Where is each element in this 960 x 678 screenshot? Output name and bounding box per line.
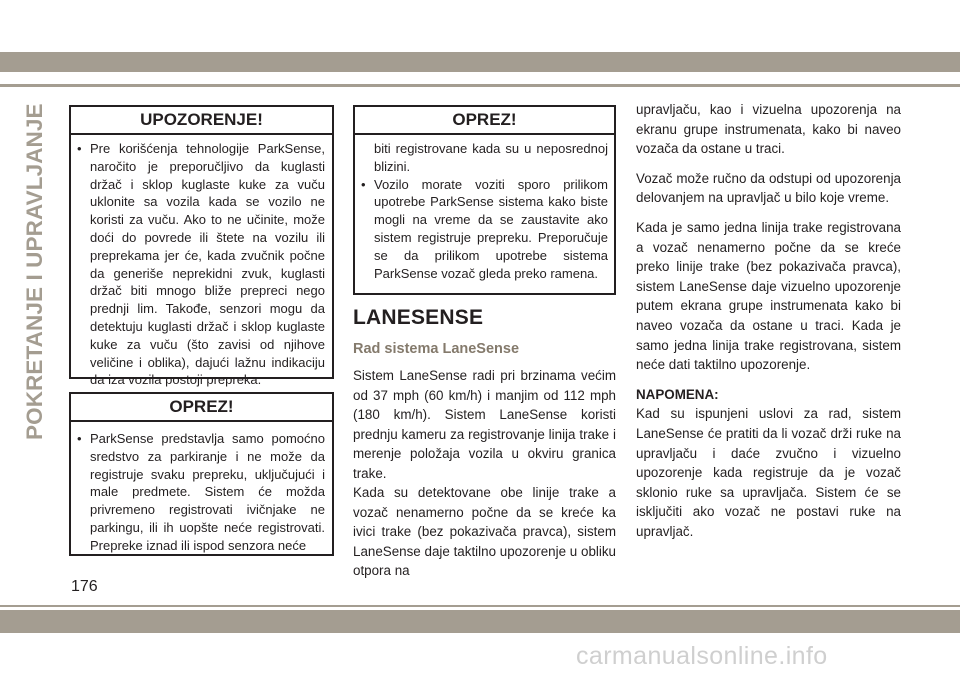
- bottom-decorative-band: [0, 610, 960, 633]
- caution-item: [355, 176, 608, 283]
- caution-continuation-text: biti registrovane kada su u neposrednoj blizini.: [374, 141, 608, 174]
- note-label: NAPOMENA:: [636, 386, 719, 402]
- body-paragraph: Vozač može ručno da odstupi od upozorenja delovanjem na upravljač u bilo koje vreme.: [636, 170, 901, 206]
- caution-box-1-header: OPREZ!: [71, 394, 332, 422]
- section-side-title: POKRETANJE I UPRAVLJANJE: [22, 103, 47, 440]
- warning-box-header: UPOZORENJE!: [71, 107, 332, 135]
- caution-box-2: [353, 105, 616, 295]
- bullet-icon: •: [77, 431, 82, 446]
- watermark: carmanualsonline.info: [576, 642, 828, 670]
- bullet-icon: •: [77, 141, 82, 156]
- caution-continuation: [355, 140, 608, 176]
- body-paragraph: Kada su detektovane obe linije trake a vozač nenamerno počne da se kreće ka ivici trake (bez pokazivača pravca), sistem LaneSense daje taktilno upozorenje u obliku otpora na: [353, 485, 616, 579]
- note-text: Kad su ispunjeni uslovi za rad, sistem LaneSense će pratiti da li vozač drži ruke na upravljaču i daće zvučno i vizuelno upozorenje kada registruje da je vozač sklonio ruke sa upravljača. Sistem će se isključiti ako vozač ne postavi ruke na upravljač.: [636, 406, 901, 539]
- warning-item: [71, 140, 325, 389]
- right-column: [636, 100, 901, 551]
- warning-item-text: Pre korišćenja tehnologije ParkSense, naročito je preporučljivo da kuglasti držač i sklop kuglaste kuke za vuču uklonite sa vozila kada se vozilo ne koristi za vuču. Ako to ne učinite, može doći do povrede ili štete na vozilu ili preprekama jer će, kada zvučnik počne da generiše neprekidni zvuk, kuglasti držač biti mnogo bliže prepreci nego prednji lim. Takođe, senzori mogu da detektuju kuglasti držač i sklop kuglaste kuke za vuču (što zavisi od njihove veličine i oblika), dajući lažnu indikaciju da iza vozila postoji prepreka.: [90, 141, 325, 388]
- warning-box-list: [71, 135, 332, 389]
- caution-box-2-header: OPREZ!: [355, 107, 614, 135]
- body-paragraph: upravljaču, kao i vizuelna upozorenja na ekranu grupe instrumenata, kako bi naveo vozača da ostane u traci.: [636, 102, 901, 157]
- body-paragraph: Kada je samo jedna linija trake registrovana a vozač nenamerno počne da se kreće preko linije trake (bez pokazivača pravca), sistem LaneSense daje vizuelno upozorenje putem ekrana grupe instrumenata kako bi naveo vozača da ostane u traci. Kada je samo jedna linija trake registrovana, sistem neće dati taktilno upozorenje.: [636, 219, 901, 373]
- caution-box-1: [69, 392, 334, 556]
- caution-item-text: ParkSense predstavlja samo pomoćno sredstvo za parkiranje i ne može da registruje svaku prepreku, uključujući i male predmete. Sistem će možda privremeno registrovati ivičnjake ne parkingu, ili ih uopšte neće registrovati. Prepreke iznad ili ispod senzora neće: [90, 431, 325, 553]
- caution-box-2-list: [355, 135, 614, 282]
- caution-box-1-list: [71, 422, 332, 555]
- top-decorative-line: [0, 84, 960, 87]
- bullet-icon: •: [361, 176, 366, 192]
- warning-box: [69, 105, 334, 388]
- section-heading: LANESENSE: [353, 306, 484, 329]
- top-decorative-band: [0, 52, 960, 72]
- caution-item-text: Vozilo morate voziti sporo prilikom upotrebe ParkSense sistema kako biste mogli na vreme da se zaustavite ako sistem registruje prepreku. Preporučuje se da prilikom upotrebe sistema ParkSense vozač gleda preko ramena.: [374, 176, 608, 281]
- subsection-heading: Rad sistema LaneSense: [353, 341, 520, 357]
- page-number: 176: [71, 578, 98, 595]
- bottom-decorative-line: [0, 605, 960, 607]
- body-paragraph: Sistem LaneSense radi pri brzinama većim od 37 mph (60 km/h) i manjim od 112 mph (180 km/h). Sistem LaneSense koristi prednju kameru za registrovanje linija trake i merenje položaja vozila u okviru granica trake.: [353, 368, 616, 481]
- caution-item: [71, 430, 325, 555]
